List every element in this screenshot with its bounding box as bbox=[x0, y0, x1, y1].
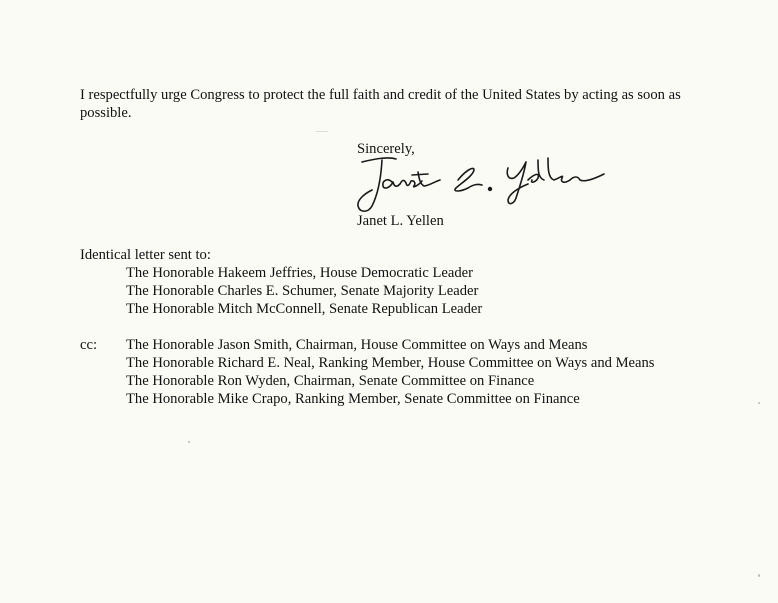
recipient-item: The Honorable Mitch McConnell, Senate Republican Leader bbox=[126, 301, 483, 317]
scan-speck bbox=[188, 441, 190, 443]
closing-paragraph: I respectfully urge Congress to protect the full faith and credit of the United States by acting as soon as possible. bbox=[80, 87, 681, 121]
cc-item: The Honorable Mike Crapo, Ranking Member, Senate Committee on Finance bbox=[126, 391, 580, 407]
complimentary-close: Sincerely, bbox=[357, 141, 415, 157]
cc-label: cc: bbox=[80, 337, 98, 353]
cc-item: The Honorable Ron Wyden, Chairman, Senate Committee on Finance bbox=[126, 373, 535, 389]
cc-item: The Honorable Jason Smith, Chairman, House Committee on Ways and Means bbox=[126, 337, 588, 353]
scan-speck bbox=[758, 574, 760, 577]
recipient-item: The Honorable Charles E. Schumer, Senate Majority Leader bbox=[126, 283, 479, 299]
identical-letter-label: Identical letter sent to: bbox=[80, 247, 211, 263]
handwritten-signature bbox=[348, 150, 618, 220]
cc-recipient-list bbox=[126, 336, 655, 408]
scan-speck bbox=[758, 402, 760, 404]
identical-recipient-list bbox=[126, 264, 482, 318]
recipient-item: The Honorable Hakeem Jeffries, House Democratic Leader bbox=[126, 265, 473, 281]
signer-name: Janet L. Yellen bbox=[357, 213, 444, 229]
cc-item: The Honorable Richard E. Neal, Ranking Member, House Committee on Ways and Means bbox=[126, 355, 655, 371]
scan-speck bbox=[316, 131, 328, 132]
